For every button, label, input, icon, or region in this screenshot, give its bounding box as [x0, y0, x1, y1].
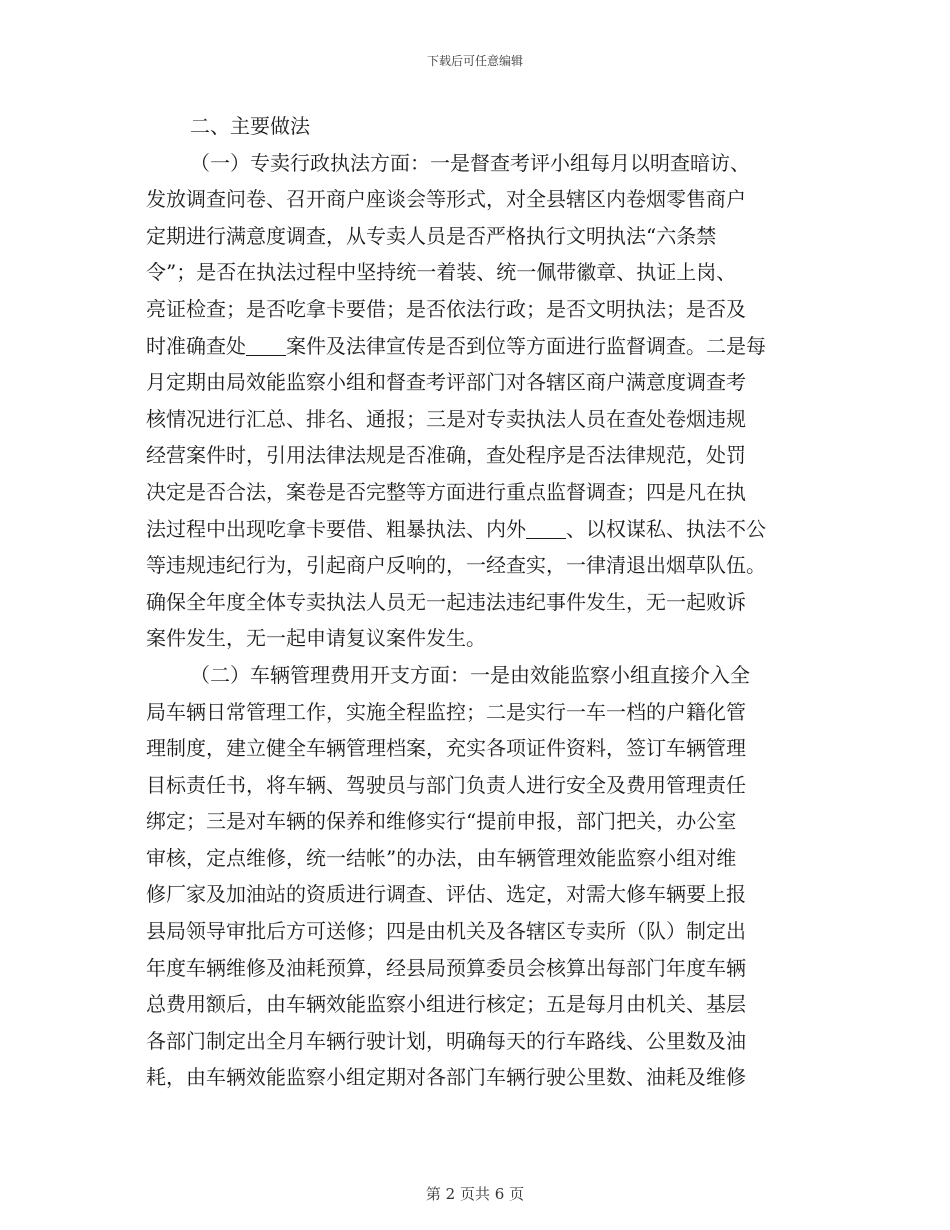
text-line: 各部门制定出全月车辆行驶计划，明确每天的行车路线、公里数及油: [146, 1028, 746, 1053]
paragraph-vehicle-management: [146, 657, 806, 1096]
document-body: [146, 108, 806, 1096]
text-line: 核情况进行汇总、排名、通报；三是对专卖执法人员在查处卷烟违规: [146, 406, 746, 431]
text-line: 定期进行满意度调查，从专卖人员是否严格执行文明执法“六条禁: [146, 223, 717, 248]
text-line: 修厂家及加油站的资质进行调查、评估、选定，对需大修车辆要上报: [146, 882, 746, 907]
text-line: 月定期由局效能监察小组和督查考评部门对各辖区商户满意度调查考: [146, 370, 746, 395]
text-line: 局车辆日常管理工作，实施全程监控；二是实行一车一档的户籍化管: [146, 699, 746, 724]
text-line: 目标责任书，将车辆、驾驶员与部门负责人进行安全及费用管理责任: [146, 772, 746, 797]
text-line: 亮证检查；是否吃拿卡要借；是否依法行政；是否文明执法；是否及: [146, 296, 746, 321]
page-footer: 第 2 页共 6 页: [425, 1185, 525, 1203]
text-line: 绑定；三是对车辆的保养和维修实行“提前申报，部门把关，办公室: [146, 809, 737, 834]
text-line: 发放调查问卷、召开商户座谈会等形式，对全县辖区内卷烟零售商户: [146, 187, 746, 212]
section-title: 二、主要做法: [190, 114, 310, 138]
text-line: 确保全年度全体专卖执法人员无一起违法违纪事件发生，无一起败诉: [146, 589, 746, 614]
text-segment: 时准确查处: [146, 333, 246, 358]
text-segment: 、以权谋私、执法不公: [566, 516, 766, 541]
text-line: 案件发生，无一起申请复议案件发生。: [146, 626, 486, 651]
text-line: （一）专卖行政执法方面：一是督查考评小组每月以明查暗访、: [190, 150, 750, 175]
text-line: 县局领导审批后方可送修；四是由机关及各辖区专卖所（队）制定出: [146, 919, 746, 944]
text-line: 年度车辆维修及油耗预算，经县局预算委员会核算出每部门年度车辆: [146, 955, 746, 980]
text-line: 经营案件时，引用法律法规是否准确，查处程序是否法律规范，处罚: [146, 443, 746, 468]
text-line: 决定是否合法，案卷是否完整等方面进行重点监督调查；四是凡在执: [146, 479, 746, 504]
text-segment: 案件及法律宣传是否到位等方面进行监督调查。二是每: [286, 333, 766, 358]
text-line: 总费用额后，由车辆效能监察小组进行核定；五是每月由机关、基层: [146, 992, 746, 1017]
text-line: 耗，由车辆效能监察小组定期对各部门车辆行驶公里数、油耗及维修: [146, 1065, 746, 1090]
text-line: 等违规违纪行为，引起商户反响的，一经查实，一律清退出烟草队伍。: [146, 553, 766, 578]
blank-underline: [526, 518, 566, 539]
text-line: 审核，定点维修，统一结帐”的办法，由车辆管理效能监察小组对维: [146, 845, 737, 870]
text-line: （二）车辆管理费用开支方面：一是由效能监察小组直接介入全: [190, 662, 750, 687]
text-line: 理制度，建立健全车辆管理档案，充实各项证件资料，签订车辆管理: [146, 736, 746, 761]
paragraph-law-enforcement: [146, 145, 806, 657]
blank-underline: [246, 335, 286, 356]
text-line: 令”；是否在执法过程中坚持统一着装、统一佩带徽章、执证上岗、: [146, 260, 737, 285]
text-segment: 法过程中出现吃拿卡要借、粗暴执法、内外: [146, 516, 526, 541]
text-line: [146, 511, 806, 548]
page-header: 下载后可任意编辑: [426, 54, 523, 68]
text-line: [146, 328, 806, 365]
